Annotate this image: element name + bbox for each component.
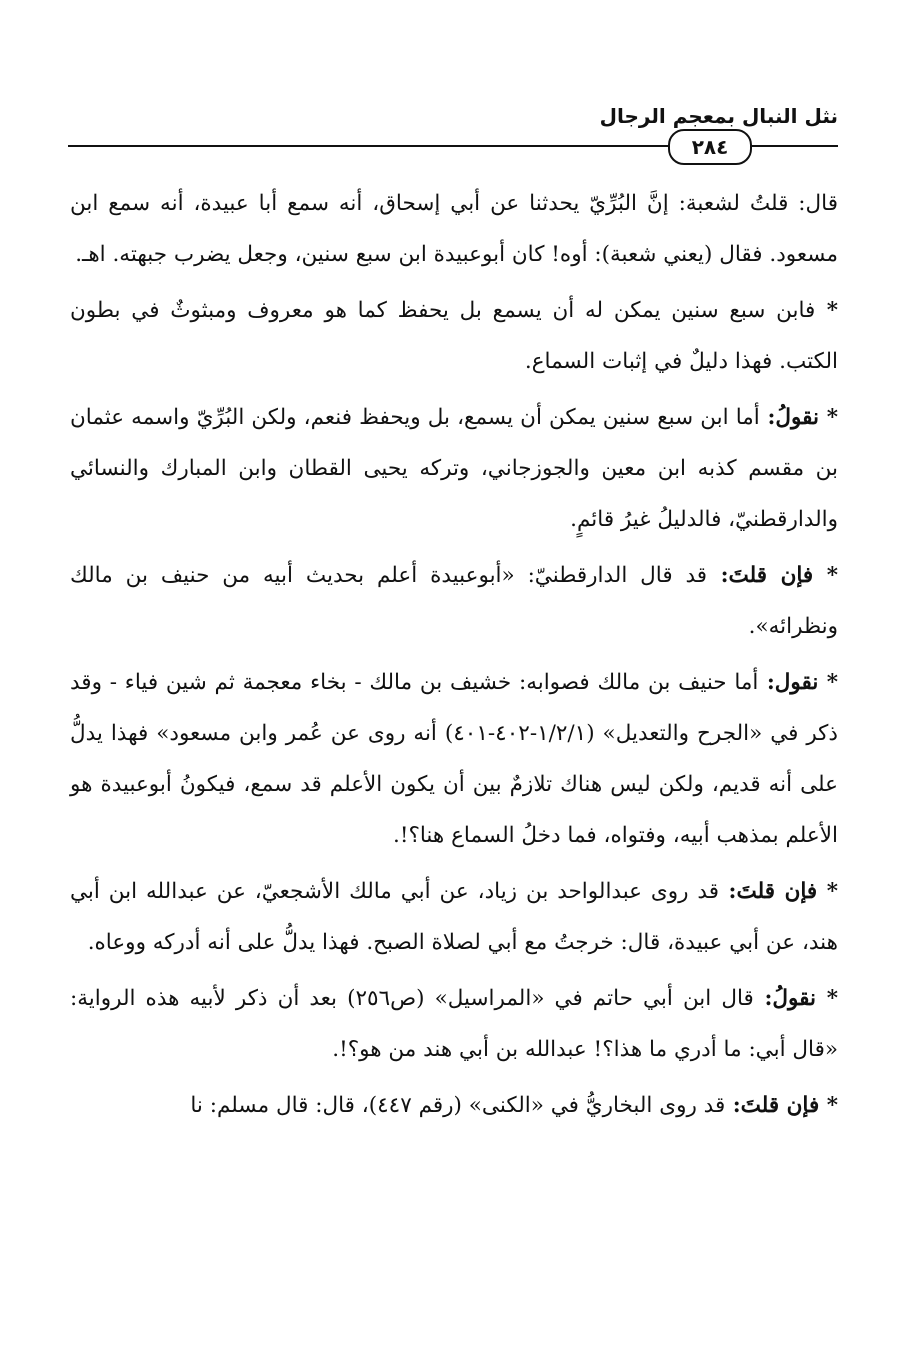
paragraph-text: قد روى البخاريُّ في «الكنى» (رقم ٤٤٧)، قال: قال مسلم: نا: [190, 1093, 726, 1118]
paragraph-lead: * فإن قلتَ:: [719, 879, 838, 904]
paragraph: [70, 973, 838, 1075]
paragraph: [70, 392, 838, 545]
paragraph-text: فابن سبع سنين يمكن له أن يسمع بل يحفظ كما هو معروف ومبثوثٌ في بطون الكتب. فهذا دليلٌ في إثبات السماع.: [70, 298, 838, 374]
paragraph: [70, 657, 838, 861]
paragraph-lead: *: [815, 298, 838, 323]
paragraph-text: قد روى عبدالواحد بن زياد، عن أبي مالك الأشجعيّ، عن عبدالله ابن أبي هند، عن أبي عبيدة، قال: خرجتُ مع أبي لصلاة الصبح. فهذا يدلُّ على أنه أدركه ووعاه.: [70, 879, 838, 955]
paragraph-lead: * نقول:: [758, 670, 838, 695]
paragraph: [70, 1080, 838, 1131]
running-title: نثل النبال بمعجم الرجال: [599, 104, 838, 128]
paragraph: [70, 550, 838, 652]
page-number: ٢٨٤: [668, 129, 752, 165]
paragraph-text: قال: قلتُ لشعبة: إنَّ البُرِّيّ يحدثنا عن أبي إسحاق، أنه سمع أبا عبيدة، أنه سمع ابن مسعود. فقال (يعني شعبة): أوه! كان أبوعبيدة ابن سبع سنين، وجعل يضرب جبهته. اهـ.: [70, 191, 838, 267]
paragraph-lead: * فإن قلتَ:: [707, 563, 838, 588]
paragraph-text: أما حنيف بن مالك فصوابه: خشيف بن مالك - بخاء معجمة ثم شين فياء - وقد ذكر في «الجرح والتعديل» (١/٢/١-٤٠٢-٤٠١) أنه روى عن عُمر وابن مسعود» فهذا يدلُّ على أنه قديم، ولكن ليس هناك تلازمٌ بين أن يكون الأعلم قد سمع، فيكونُ أبوعبيدة هو الأعلم بمذهب أبيه، وفتواه، فما دخلُ السماع هنا؟!.: [70, 670, 838, 848]
paragraph: [70, 178, 838, 280]
paragraph-lead: * نقولُ:: [759, 405, 838, 430]
paragraph: [70, 866, 838, 968]
paragraph-lead: * فإن قلتَ:: [725, 1093, 838, 1118]
paragraph: [70, 285, 838, 387]
paragraph-text: أما ابن سبع سنين يمكن أن يسمع، بل ويحفظ فنعم، ولكن البُرِّيّ واسمه عثمان بن مقسم كذبه ابن معين والجوزجاني، وتركه يحيى القطان وابن المبارك والنسائي والدارقطنيّ، فالدليلُ غيرُ قائمٍ.: [70, 405, 838, 532]
paragraph-text: قال ابن أبي حاتم في «المراسيل» (ص٢٥٦) بعد أن ذكر لأبيه هذه الرواية: «قال أبي: ما أدري ما هذا؟! عبدالله بن أبي هند من هو؟!.: [70, 986, 838, 1062]
paragraph-text: قد قال الدارقطنيّ: «أبوعبيدة أعلم بحديث أبيه من حنيف بن مالك ونظرائه».: [70, 563, 838, 639]
paragraph-lead: * نقولُ:: [753, 986, 838, 1011]
body-text: [70, 178, 838, 1136]
